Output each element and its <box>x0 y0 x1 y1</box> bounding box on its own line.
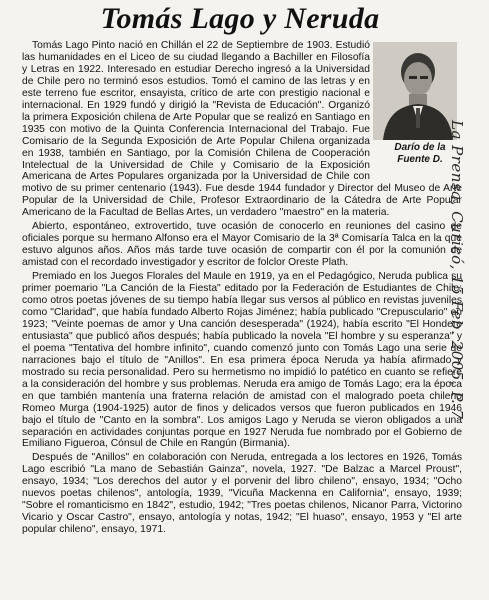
paragraph-2: Abierto, espontáneo, extrovertido, tuve ocasión de conocerlo en reuniones del casino de oficiales porque su hermano Alfonso era el Mayor Comisario de la 3ª Comisaría Talca en la que estuvo algunos años. Años más tarde tuve ocasión de compartir con él por la comunión de amistad con el recordado investigador y escritor de folclor Oreste Plath. <box>22 221 462 269</box>
paragraph-3: Premiado en los Juegos Florales del Maule en 1919, ya en el Pedagógico, Neruda publica su primer poemario "La Canción de la Fiesta" editado por la Federación de Estudiantes de Chile; como otros poetas jóvenes de su tiempo había llegar sus versos al público en revistas juveniles como "Claridad", que había fundado Alberto Rojas Jiménez; había publicado "Crepusculario" en 1923; "Veinte poemas de amor y Una canción desesperada" (1924), había escrito "El Hondero entusiasta" que publicó años después; había publicado la novela "El hombre y su esperanza" y el poema "Tentativa del hombre infinito", cuando comenzó junto con Tomás Lago una serie de narraciones bajo el título de "Anillos". En esa primera época Neruda ya había afirmado y mostrado su recia personalidad. Pero su hermetismo no impidió lo patético en cuanto se refiere a la consideración del hombre y sus problemas. Neruda era amigo de Tomás Lago; era la época en que también mantenía una fraterna relación de amistad con el malogrado poeta chileno Romeo Murga (1904-1925) autor de finos y delicados versos que fueron publicados en 1946 bajo el título de "Canto en la sombra". Los amigos Lago y Neruda se vieron obligados a una separación en actividades conjuntas porque en 1927 Neruda fue nombrado por el Gobierno de Emiliano Figueroa, Cónsul de Chile en Rangún (Birmania). <box>22 271 462 450</box>
photo-caption: Darío de la Fuente D. <box>394 142 446 165</box>
paragraph-4: Después de "Anillos" en colaboración con Neruda, entregada a los lectores en 1926, Tomás Lago escribió "La mano de Sebastián Gainza", novela, 1927. "De Balzac a Marcel Proust", ensayo, 1934; "Los derechos del autor y el porvenir del libro chileno", ensayo, 1934; "Ocho nuevos poetas chilenos", antología, 1939, "Vicuña Mackenna en California", ensayo, 1939; "Sobre el romanticismo en 1842", estudio, 1942; "Tres poetas chilenos, Nicanor Parra, Victorino Vicario y Oscar Castro", ensayo, antología y notas, 1942; "El huaso", ensayo, 1953 y "El arte popular chileno", ensayo, 1971. <box>22 452 462 536</box>
paragraph-1: Tomás Lago Pinto nació en Chillán el 22 de Septiembre de 1903. Estudió las humanidades en el Liceo de su ciudad llegando a Bachiller en Filosofía y Letras en 1922. Interesado en estudiar Derecho ingresó a la Universidad de Chile pero no terminó esos estudios. Tomó el camino de las letras y en este terreno fue escritor, ensayista, crítico de arte con prestigio nacional e internacional. En 1929 fundó y dirigió la "Revista de Educación". Organizó la primera Exposición chilena de Arte Popular que se realizó en Santiago en 1935 con motivo de la Quinta Conferencia Internacional del Trabajo. Fue Comisario de la Segunda Exposición de Arte Popular Chilena organizada en 1938, también en Santiago, por la Comisión Chilena de Cooperación Intelectual de la Universidad de Chile y Comisario de la Exposición Americana de Artes Populares organizada por la Universidad de Chile con motivo de su primer centenario (1943). Fue desde 1944 fundador y Director del Museo de Arte Popular de la Universidad de Chile, Profesor Extraordinario de la Cátedra de Arte Popular Americano de la Facultad de Bellas Artes, un verdadero "maestro" en la materia. <box>22 40 462 219</box>
article-title: Tomás Lago y Neruda <box>100 2 380 35</box>
article-body <box>22 40 462 538</box>
handwritten-source-note: La Prensa, Curicó, 15 Feb. 2005, P. 7 <box>448 120 466 420</box>
